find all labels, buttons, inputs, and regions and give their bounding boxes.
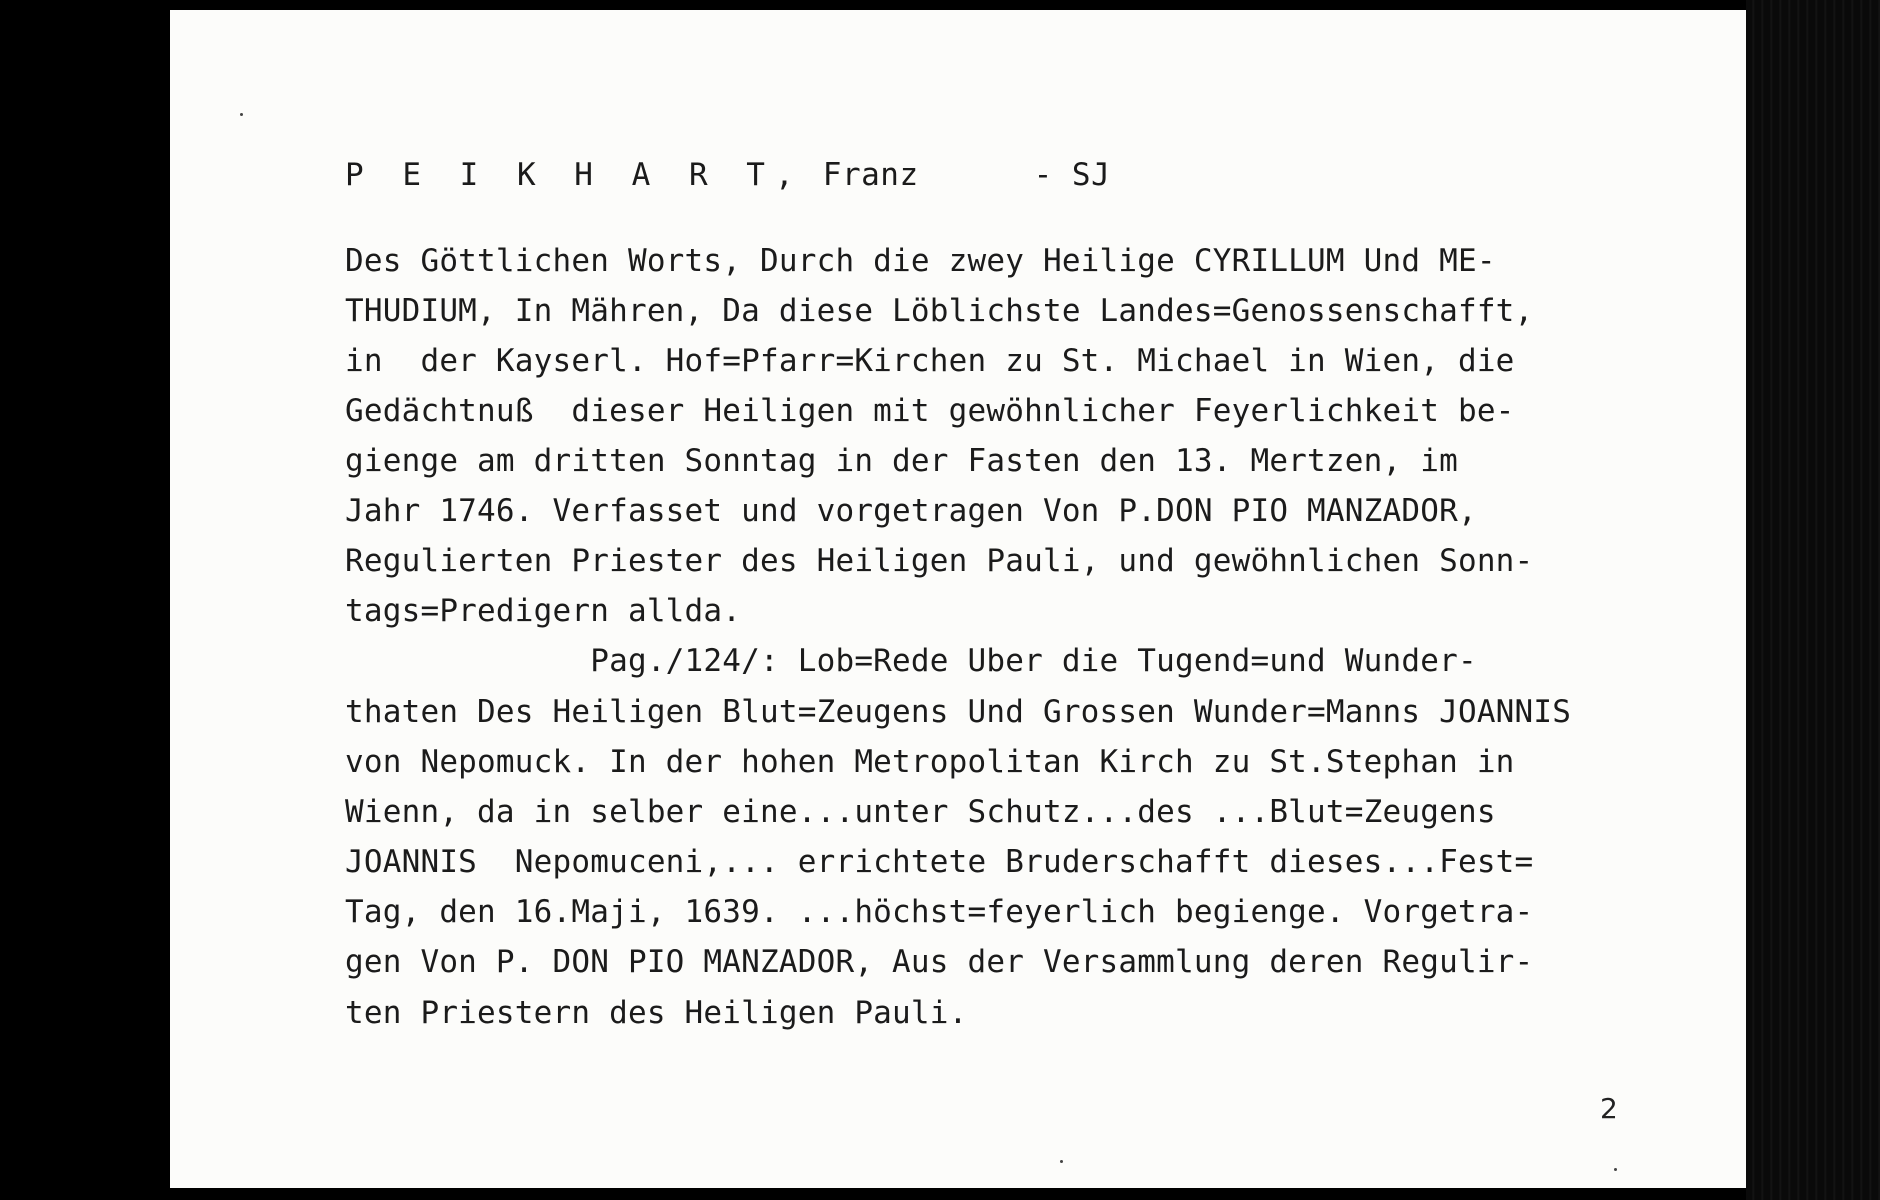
text-line: Jahr 1746. Verfasset und vorgetragen Von P.DON PIO MANZADOR, xyxy=(345,493,1477,529)
text-line: Tag, den 16.Maji, 1639. ...höchst=feyerlich begienge. Vorgetra- xyxy=(345,894,1534,930)
text-line: thaten Des Heiligen Blut=Zeugens Und Grossen Wunder=Manns JOANNIS xyxy=(345,694,1572,730)
text-line: tags=Predigern allda. xyxy=(345,593,742,629)
text-line: gienge am dritten Sonntag in der Fasten den 13. Mertzen, im xyxy=(345,443,1458,479)
dust-speck xyxy=(1060,1160,1063,1163)
text-line: ten Priestern des Heiligen Pauli. xyxy=(345,995,968,1031)
text-line: in der Kayserl. Hof=Pfarr=Kirchen zu St. Michael in Wien, die xyxy=(345,343,1515,379)
text-line: gen Von P. DON PIO MANZADOR, Aus der Versammlung deren Regulir- xyxy=(345,944,1534,980)
text-line: Regulierten Priester des Heiligen Pauli, und gewöhnlichen Sonn- xyxy=(345,543,1534,579)
text-line: von Nepomuck. In der hohen Metropolitan Kirch zu St.Stephan in xyxy=(345,744,1515,780)
text-line: Pag./124/: Lob=Rede Uber die Tugend=und Wunder- xyxy=(345,643,1477,679)
scan-edge-shadow xyxy=(1746,0,1880,1200)
text-line: JOANNIS Nepomuceni,... errichtete Bruderschafft dieses...Fest= xyxy=(345,844,1534,880)
dust-speck xyxy=(240,113,243,116)
text-line: THUDIUM, In Mähren, Da diese Löblichste Landes=Genossenschafft, xyxy=(345,293,1534,329)
text-line: Des Göttlichen Worts, Durch die zwey Heilige CYRILLUM Und ME- xyxy=(345,243,1496,279)
author-given-name: Franz xyxy=(822,157,919,193)
page-number: 2 xyxy=(1600,1092,1618,1125)
text-line: Gedächtnuß dieser Heiligen mit gewöhnlicher Feyerlichkeit be- xyxy=(345,393,1515,429)
card-heading xyxy=(345,157,1110,193)
religious-order: - SJ xyxy=(1033,157,1111,193)
dust-speck xyxy=(1614,1168,1617,1171)
text-line: Wienn, da in selber eine...unter Schutz...des ...Blut=Zeugens xyxy=(345,794,1496,830)
author-surname: P E I K H A R T, xyxy=(345,157,804,193)
